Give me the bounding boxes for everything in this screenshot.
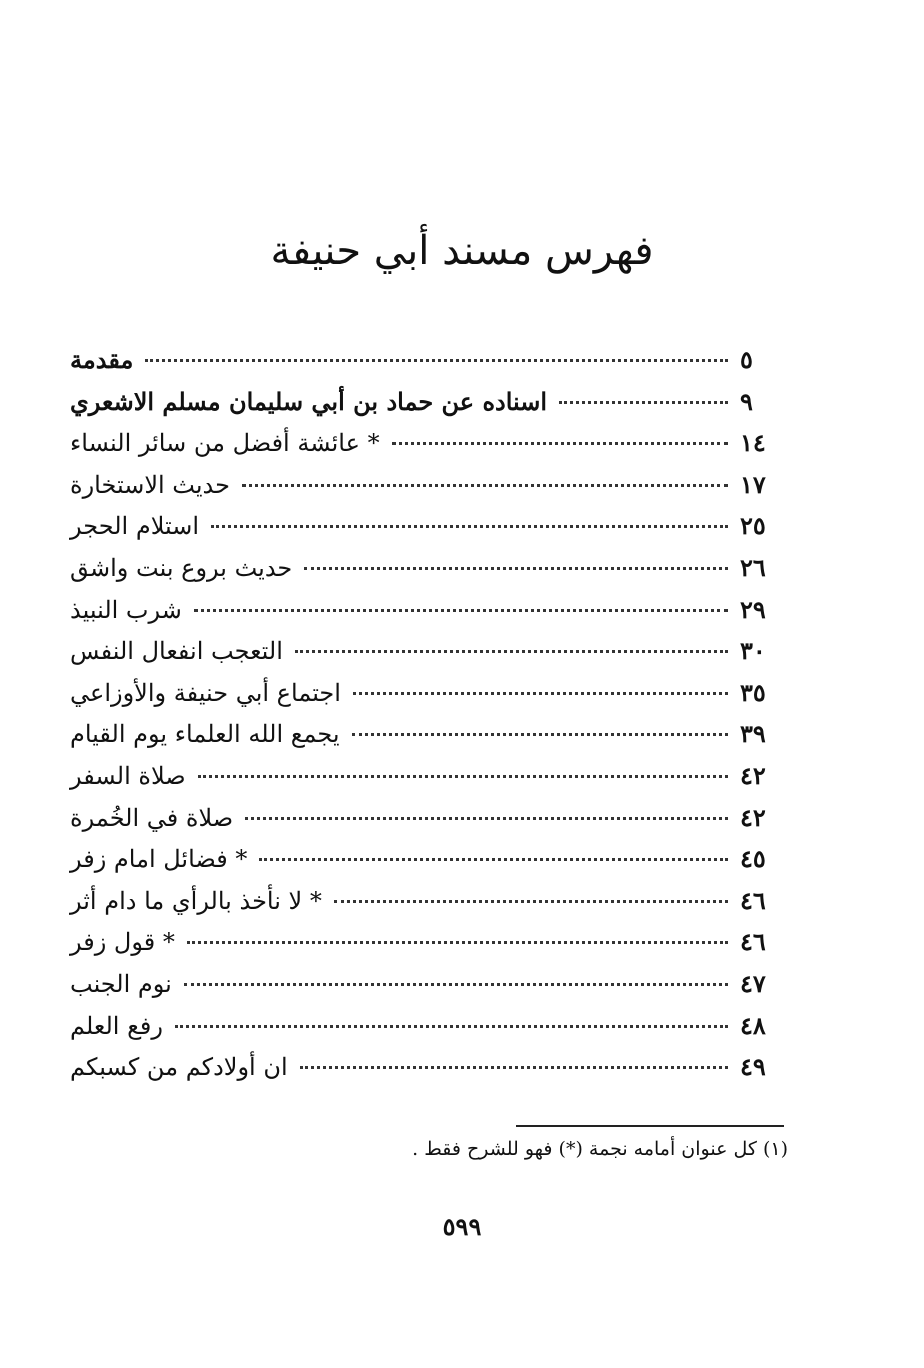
toc-entry-label: اسناده عن حماد بن أبي سليمان مسلم الاشعري — [70, 386, 548, 416]
dot-leader — [242, 484, 728, 487]
dot-leader — [194, 609, 728, 612]
toc-row — [70, 511, 796, 553]
toc-entry-label: مقدمة — [70, 345, 134, 374]
toc-entry-page: ١٧ — [740, 469, 766, 499]
footnote-divider — [516, 1125, 784, 1127]
dot-leader — [304, 567, 728, 570]
toc-row — [70, 595, 796, 637]
toc-row — [70, 678, 796, 720]
toc-row — [70, 636, 796, 678]
toc-entry-label: صلاة في الخُمرة — [70, 803, 234, 832]
toc-entry-label: * فضائل امام زفر — [70, 845, 248, 874]
toc-entry-label: نوم الجنب — [70, 969, 172, 998]
toc-entry-page: ٤٢ — [740, 802, 766, 832]
toc-entry-page: ١٤ — [740, 428, 766, 458]
dot-leader — [175, 1025, 728, 1028]
footnote: (١) كل عنوان أمامه نجمة (*) فهو للشرح فقط . — [412, 1138, 788, 1160]
dot-leader — [352, 733, 728, 736]
dot-leader — [300, 1066, 728, 1069]
dot-leader — [184, 983, 728, 986]
toc-row — [70, 428, 796, 470]
dot-leader — [259, 858, 728, 861]
toc-row — [70, 1052, 796, 1094]
toc-row — [70, 1011, 796, 1053]
dot-leader — [392, 442, 728, 445]
toc-entry-page: ٤٢ — [740, 760, 766, 790]
toc-entry-page: ٤٧ — [740, 968, 766, 998]
toc-entry-page: ٢٦ — [740, 552, 766, 582]
toc-entry-label: التعجب انفعال النفس — [70, 637, 283, 666]
toc-entry-page: ٤٥ — [740, 844, 766, 874]
toc-entry-label: رفع العلم — [70, 1011, 163, 1040]
toc-entry-label: * لا نأخذ بالرأي ما دام أثر — [70, 886, 322, 915]
dot-leader — [353, 692, 728, 695]
dot-leader — [245, 817, 728, 820]
page-number: ٥٩٩ — [442, 1212, 482, 1241]
toc-row — [70, 553, 796, 595]
toc-entry-page: ٣٩ — [740, 719, 766, 749]
dot-leader — [559, 401, 728, 404]
toc-entry-label: يجمع الله العلماء يوم القيام — [70, 720, 340, 749]
toc-row — [70, 387, 796, 429]
toc-row — [70, 803, 796, 845]
toc-entry-page: ٣٥ — [740, 677, 766, 707]
toc-entry-label: حديث الاستخارة — [70, 470, 230, 499]
toc-row — [70, 470, 796, 512]
dot-leader — [145, 359, 728, 362]
toc-row — [70, 844, 796, 886]
toc-entry-page: ٤٩ — [740, 1052, 766, 1082]
toc-entry-label: * قول زفر — [70, 928, 175, 957]
toc-entry-label: صلاة السفر — [70, 761, 186, 790]
page-title: فهرس مسند أبي حنيفة — [270, 228, 654, 274]
toc-entry-page: ٤٦ — [740, 927, 766, 957]
table-of-contents — [70, 345, 796, 1094]
toc-entry-label: شرب النبيذ — [70, 595, 182, 624]
toc-row — [70, 969, 796, 1011]
toc-entry-page: ٢٥ — [740, 511, 766, 541]
toc-entry-label: * عائشة أفضل من سائر النساء — [70, 429, 380, 458]
toc-entry-label: استلام الحجر — [70, 512, 200, 541]
toc-entry-page: ٣٠ — [740, 636, 766, 666]
toc-row — [70, 719, 796, 761]
toc-entry-page: ٥ — [740, 345, 753, 374]
toc-row — [70, 886, 796, 928]
dot-leader — [334, 900, 728, 903]
toc-entry-label: ان أولادكم من كسبكم — [70, 1053, 288, 1082]
toc-entry-page: ٤٨ — [740, 1010, 766, 1040]
toc-entry-page: ٩ — [740, 386, 753, 416]
dot-leader — [211, 525, 728, 528]
toc-entry-label: اجتماع أبي حنيفة والأوزاعي — [70, 678, 341, 707]
toc-entry-page: ٤٦ — [740, 885, 766, 915]
dot-leader — [187, 941, 728, 944]
toc-entry-page: ٢٩ — [740, 594, 766, 624]
toc-row — [70, 761, 796, 803]
toc-row — [70, 345, 796, 387]
dot-leader — [198, 775, 728, 778]
toc-entry-label: حديث بروع بنت واشق — [70, 553, 293, 582]
dot-leader — [295, 650, 728, 653]
toc-row — [70, 927, 796, 969]
